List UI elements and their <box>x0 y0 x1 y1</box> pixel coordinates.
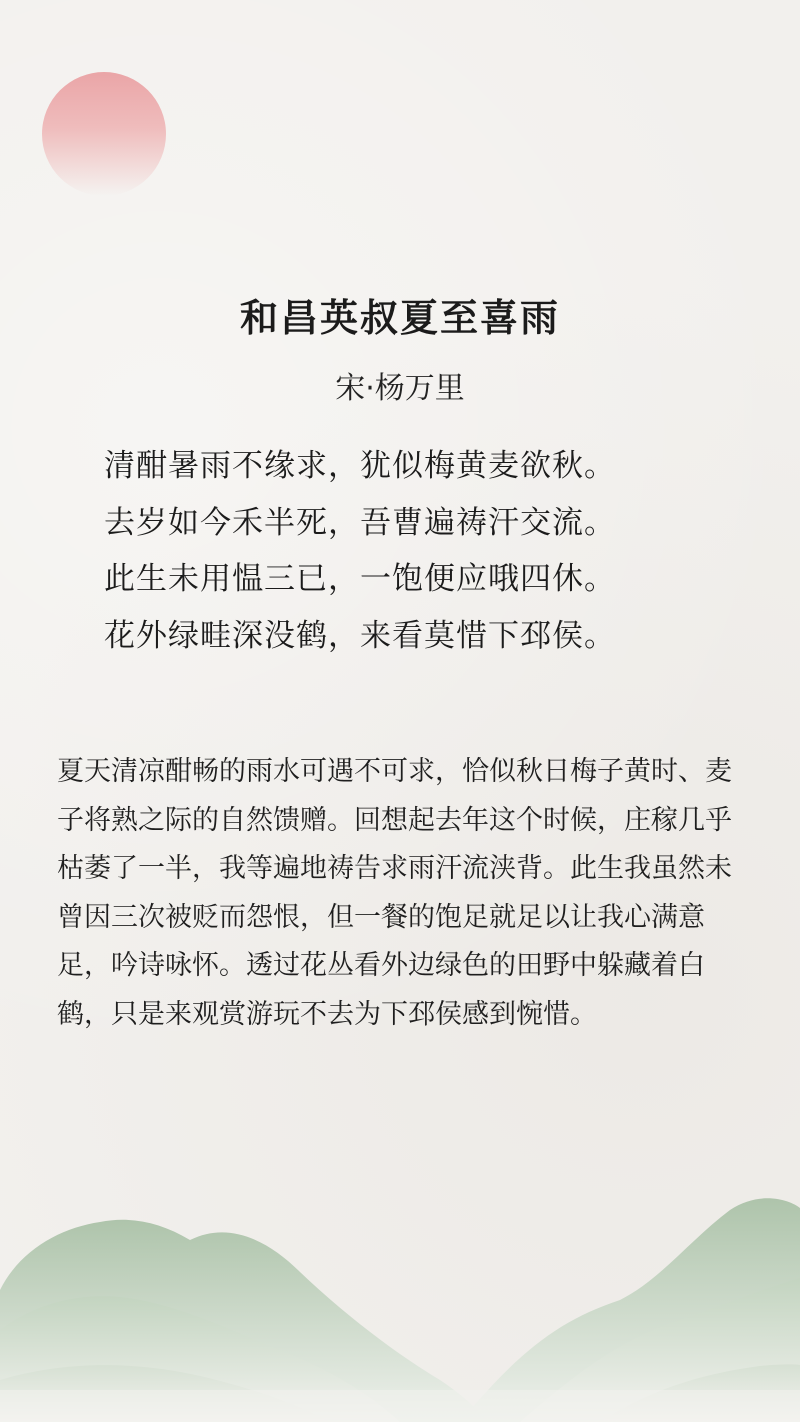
poem-translation: 夏天清凉酣畅的雨水可遇不可求，恰似秋日梅子黄时、麦子将熟之际的自然馈赠。回想起去年这个时候，庄稼几乎枯萎了一半，我等遍地祷告求雨汗流浃背。此生我虽然未曾因三次被贬而怨恨，但一餐的饱足就足以让我心满意足，吟诗咏怀。透过花丛看外边绿色的田野中躲藏着白鹤，只是来观赏游玩不去为下邳侯感到惋惜。 <box>57 756 732 1030</box>
poem-line: 去岁如今禾半死，吾曹遍祷汗交流。 <box>104 504 616 541</box>
mist <box>0 1390 800 1422</box>
poem-line: 花外绿畦深没鹤，来看莫惜下邳侯。 <box>104 617 616 654</box>
poem-author: 宋·杨万里 <box>335 371 465 406</box>
poem-line: 此生未用愠三已，一饱便应哦四休。 <box>104 561 616 597</box>
mountain-decoration <box>0 1180 800 1422</box>
poem-line: 清酣暑雨不缘求，犹似梅黄麦欲秋。 <box>104 448 616 484</box>
poem-title: 和昌英叔夏至喜雨 <box>239 296 560 340</box>
poem-body <box>104 438 724 664</box>
red-sun-decoration <box>42 72 166 196</box>
